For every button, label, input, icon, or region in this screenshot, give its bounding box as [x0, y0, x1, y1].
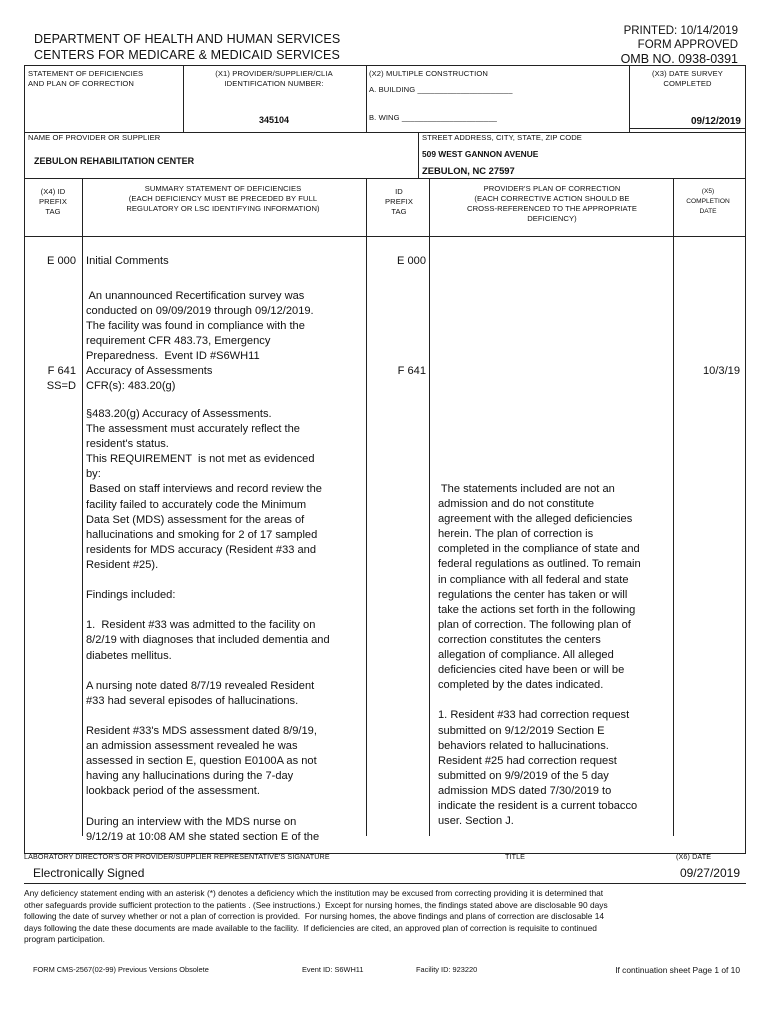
- e000-tag-right: E 000: [397, 255, 426, 267]
- deficiency-line: an admission assessment revealed he was: [86, 740, 298, 753]
- deficiency-line: facility failed to accurately code the Minimum: [86, 498, 307, 511]
- f641-completion-date: 10/3/19: [702, 365, 740, 377]
- correction-line: regulations the center has taken or will: [438, 588, 628, 601]
- deficiency-line: 8/2/19 with diagnoses that included dementia and: [86, 634, 330, 647]
- correction-line: herein. The plan of correction is: [438, 528, 594, 541]
- notice-line: days following the date these documents are made available to the facility. If deficiencies are cited, an approved plan of correction is requisite to continued: [24, 922, 597, 933]
- deficiency-line: The assessment must accurately reflect the: [86, 423, 300, 436]
- deficiency-line: resident's status.: [86, 438, 169, 451]
- plan-header: PROVIDER'S PLAN OF CORRECTION (EACH CORRECTIVE ACTION SHOULD BE CROSS-REFERENCED TO THE APPROPRIATE DEFICIENCY): [466, 184, 638, 223]
- correction-line: indicate the resident is a current tobacco: [438, 799, 638, 812]
- f641-severity: SS=D: [46, 380, 76, 392]
- correction-line: plan of correction. The following plan of: [438, 618, 631, 631]
- form-approved: FORM APPROVED: [637, 39, 738, 51]
- survey-text: [86, 289, 342, 364]
- event-id: Event ID: S6WH11: [302, 965, 364, 974]
- provider-name: ZEBULON REHABILITATION CENTER: [34, 156, 195, 166]
- x1-label: (X1) PROVIDER/SUPPLIER/CLIA IDENTIFICATION NUMBER:: [215, 69, 333, 88]
- correction-line: Resident #25 had correction request: [438, 754, 617, 767]
- notice-line: Any deficiency statement ending with an asterisk (*) denotes a deficiency which the institution may be excused from correcting providing it is determined that: [24, 888, 604, 898]
- notice-line: other safeguards provide sufficient protection to the patients . (See instructions.) Except for nursing homes, the findings stated above are disclosable 90 days: [24, 899, 608, 910]
- building-line: A. BUILDING ______________________: [369, 85, 513, 94]
- x4-header: (X4) ID PREFIX TAG: [38, 187, 68, 216]
- e000-title: Initial Comments: [86, 255, 169, 267]
- f641-title: Accuracy of Assessments: [86, 365, 213, 377]
- street-address: 509 WEST GANNON AVENUE: [422, 149, 539, 159]
- provider-number: 345104: [258, 115, 290, 125]
- x3-label: (X3) DATE SURVEY COMPLETED: [652, 69, 723, 88]
- x2-label: (X2) MULTIPLE CONSTRUCTION: [369, 69, 488, 78]
- survey-line: The facility was found in compliance with the: [86, 320, 305, 333]
- deficiency-line: assessed in section E, question E0100A as not: [86, 755, 317, 768]
- deficiency-line: [86, 664, 342, 679]
- correction-line: completed in the compliance of state and: [438, 543, 640, 556]
- deficiency-line: Resident #33's MDS assessment dated 8/9/19,: [86, 724, 317, 737]
- statement-label: STATEMENT OF DEFICIENCIES AND PLAN OF CORRECTION: [28, 69, 144, 88]
- f641-tag: F 641: [47, 365, 76, 377]
- deficiency-line: [86, 573, 342, 588]
- omb-number: OMB NO. 0938-0391: [620, 52, 738, 66]
- agency-header: [34, 31, 340, 63]
- deficiency-line: During an interview with the MDS nurse on: [86, 815, 297, 828]
- deficiency-line: Findings included:: [86, 589, 176, 602]
- form-number: FORM CMS-2567(02-99) Previous Versions Obsolete: [33, 965, 209, 974]
- deficiency-line: diabetes mellitus.: [86, 649, 172, 662]
- correction-line: in compliance with all federal and state: [438, 573, 629, 586]
- deficiency-line: lookback period of the assessment.: [86, 785, 260, 798]
- deficiency-line: [86, 709, 342, 724]
- disclosure-notice: [24, 888, 746, 946]
- deficiency-line: by:: [86, 468, 101, 481]
- date-label: (X6) DATE: [676, 852, 712, 861]
- wing-line: B. WING ______________________: [369, 113, 497, 122]
- deficiency-line: Resident #25).: [86, 558, 159, 571]
- provider-name-label: NAME OF PROVIDER OR SUPPLIER: [28, 133, 161, 142]
- department-name: DEPARTMENT OF HEALTH AND HUMAN SERVICES: [34, 32, 341, 46]
- f641-cfr: CFR(s): 483.20(g): [86, 380, 176, 392]
- correction-line: admission and do not constitute: [438, 498, 595, 511]
- centers-name: CENTERS FOR MEDICARE & MEDICAID SERVICES: [34, 48, 340, 62]
- survey-line: Preparedness. Event ID #S6WH11: [86, 350, 260, 363]
- notice-line: following the date of survey whether or not a plan of correction is provided. For nursing homes, the above findings and plans of correction are disclosable 14: [24, 911, 605, 922]
- correction-line: [438, 693, 676, 708]
- correction-line: correction constitutes the centers: [438, 633, 601, 646]
- deficiency-line: [86, 799, 342, 814]
- title-label: TITLE: [505, 852, 526, 861]
- id-header: ID PREFIX TAG: [384, 187, 414, 216]
- correction-line: admission MDS dated 7/30/2019 to: [438, 784, 612, 797]
- deficiency-line: Data Set (MDS) assessment for the areas of: [86, 513, 305, 526]
- correction-line: deficiencies cited have been or will be: [438, 664, 625, 677]
- city-state-zip: ZEBULON, NC 27597: [422, 165, 515, 176]
- signature-date: 09/27/2019: [679, 866, 740, 880]
- correction-line: completed by the dates indicated.: [438, 679, 604, 692]
- facility-id: Facility ID: 923220: [416, 965, 478, 974]
- correction-line: The statements included are not an: [438, 483, 615, 495]
- page-indicator: If continuation sheet Page 1 of 10: [615, 965, 740, 975]
- deficiency-line: Based on staff interviews and record review the: [86, 483, 322, 496]
- correction-line: 1. Resident #33 had correction request: [438, 709, 630, 722]
- f641-tag-right: F 641: [397, 365, 426, 377]
- summary-header: SUMMARY STATEMENT OF DEFICIENCIES (EACH DEFICIENCY MUST BE PRECEDED BY FULL REGULATORY OR LSC IDENTIFYING INFORMATION): [126, 184, 320, 213]
- survey-line: requirement CFR 483.73, Emergency: [86, 335, 271, 348]
- correction-line: behaviors related to hallucinations.: [438, 739, 609, 752]
- correction-line: take the actions set forth in the following: [438, 603, 636, 616]
- deficiency-text: [86, 407, 342, 845]
- survey-line: An unannounced Recertification survey was: [86, 290, 305, 302]
- deficiency-line: This REQUIREMENT is not met as evidenced: [86, 453, 315, 466]
- correction-line: submitted on 9/9/2019 of the 5 day: [438, 769, 609, 782]
- x5-header: (X5) COMPLETION DATE: [686, 188, 730, 215]
- correction-line: federal regulations as outlined. To remain: [438, 558, 641, 571]
- correction-line: allegation of compliance. All alleged: [438, 649, 614, 662]
- notice-line: program participation.: [24, 934, 105, 945]
- address-label: STREET ADDRESS, CITY, STATE, ZIP CODE: [422, 133, 582, 142]
- deficiency-line: 1. Resident #33 was admitted to the facility on: [86, 619, 316, 632]
- deficiency-line: having any hallucinations during the 7-day: [86, 770, 294, 783]
- deficiency-line: [86, 603, 342, 618]
- correction-line: user. Section J.: [438, 815, 514, 828]
- deficiency-line: #33 had several episodes of hallucinations.: [86, 694, 299, 707]
- signature-label: LABORATORY DIRECTOR'S OR PROVIDER/SUPPLIER REPRESENTATIVE'S SIGNATURE: [24, 852, 330, 861]
- e000-tag: E 000: [47, 255, 76, 267]
- printed-date: PRINTED: 10/14/2019: [623, 25, 738, 37]
- plan-of-correction-text: [438, 482, 676, 829]
- correction-line: agreement with the alleged deficiencies: [438, 513, 633, 526]
- survey-date: 09/12/2019: [690, 116, 741, 127]
- correction-line: submitted on 9/12/2019 Section E: [438, 724, 605, 737]
- deficiency-line: hallucinations and smoking for 2 of 17 sampled: [86, 528, 318, 541]
- signature-value: Electronically Signed: [33, 866, 145, 880]
- deficiency-line: 9/12/19 at 10:08 AM she stated section E of the: [86, 830, 320, 843]
- deficiency-line: residents for MDS accuracy (Resident #33 and: [86, 543, 316, 556]
- form-info: [621, 24, 738, 66]
- survey-line: conducted on 09/09/2019 through 09/12/2019.: [86, 305, 314, 318]
- deficiency-line: §483.20(g) Accuracy of Assessments.: [86, 408, 272, 420]
- deficiency-line: A nursing note dated 8/7/19 revealed Resident: [86, 679, 315, 692]
